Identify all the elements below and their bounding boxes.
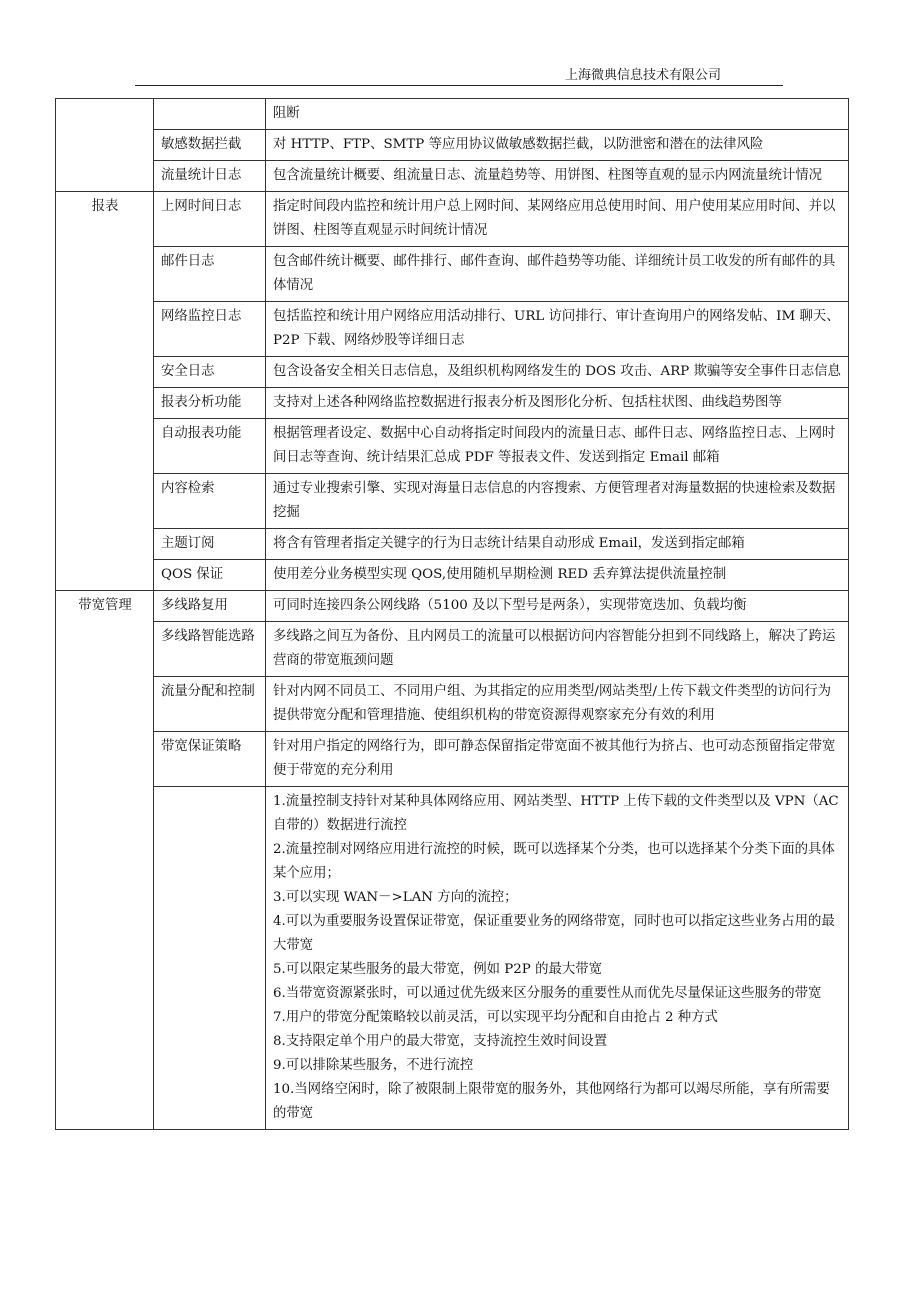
description-cell: 包含邮件统计概要、邮件排行、邮件查询、邮件趋势等功能、详细统计员工收发的所有邮件的具体情况 <box>266 247 849 302</box>
table-row <box>56 130 849 161</box>
list-item: 4.可以为重要服务设置保证带宽，保证重要业务的网络带宽，同时也可以指定这些业务占用的最大带宽 <box>273 914 835 953</box>
feature-cell: 报表分析功能 <box>154 388 266 419</box>
description-cell: 指定时间段内监控和统计用户总上网时间、某网络应用总使用时间、用户使用某应用时间、并以饼图、柱图等直观显示时间统计情况 <box>266 192 849 247</box>
header-rule <box>135 85 783 86</box>
description-cell: 对 HTTP、FTP、SMTP 等应用协议做敏感数据拦截，以防泄密和潜在的法律风险 <box>266 130 849 161</box>
list-item: 5.可以限定某些服务的最大带宽，例如 P2P 的最大带宽 <box>273 962 603 977</box>
bandwidth-list-cell <box>266 787 849 1130</box>
table-row <box>56 677 849 732</box>
description-cell: 支持对上述各种网络监控数据进行报表分析及图形化分析、包括柱状图、曲线趋势图等 <box>266 388 849 419</box>
category-cell-empty <box>56 99 154 192</box>
description-cell: 包含设备安全相关日志信息，及组织机构网络发生的 DOS 攻击、ARP 欺骗等安全事件日志信息 <box>266 357 849 388</box>
description-cell: 根据管理者设定、数据中心自动将指定时间段内的流量日志、邮件日志、网络监控日志、上网时间日志等查询、统计结果汇总成 PDF 等报表文件、发送到指定 Email 邮箱 <box>266 419 849 474</box>
table-row <box>56 388 849 419</box>
description-cell: 通过专业搜索引擎、实现对海量日志信息的内容搜索、方便管理者对海量数据的快速检索及数据挖掘 <box>266 474 849 529</box>
description-cell: 包含流量统计概要、组流量日志、流量趋势等、用饼图、柱图等直观的显示内网流量统计情况 <box>266 161 849 192</box>
table-row <box>56 161 849 192</box>
category-cell-report: 报表 <box>56 192 154 591</box>
table-row <box>56 787 849 1130</box>
description-cell: 针对用户指定的网络行为，即可静态保留指定带宽面不被其他行为挤占、也可动态预留指定带宽便于带宽的充分利用 <box>266 732 849 787</box>
page-header-company: 上海微典信息技术有限公司 <box>565 68 722 83</box>
description-cell: 可同时连接四条公网线路（5100 及以下型号是两条），实现带宽迭加、负载均衡 <box>266 591 849 622</box>
description-cell: 针对内网不同员工、不同用户组、为其指定的应用类型/网站类型/上传下载文件类型的访问行为提供带宽分配和管理措施、使组织机构的带宽资源得观察家充分有效的利用 <box>266 677 849 732</box>
table-row <box>56 622 849 677</box>
feature-cell: 上网时间日志 <box>154 192 266 247</box>
feature-cell: 自动报表功能 <box>154 419 266 474</box>
feature-cell: 带宽保证策略 <box>154 732 266 787</box>
description-cell: 阻断 <box>266 99 849 130</box>
feature-cell: QOS 保证 <box>154 560 266 591</box>
feature-cell: 流量统计日志 <box>154 161 266 192</box>
table-row <box>56 192 849 247</box>
table-row <box>56 419 849 474</box>
description-cell: 多线路之间互为备份、且内网员工的流量可以根据访问内容智能分担到不同线路上，解决了跨运营商的带宽瓶颈问题 <box>266 622 849 677</box>
list-item: 9.可以排除某些服务，不进行流控 <box>273 1058 474 1073</box>
category-cell-bandwidth: 带宽管理 <box>56 591 154 1130</box>
feature-cell-empty <box>154 787 266 1130</box>
description-cell: 将含有管理者指定关键字的行为日志统计结果自动形成 Email，发送到指定邮箱 <box>266 529 849 560</box>
list-item: 2.流量控制对网络应用进行流控的时候，既可以选择某个分类，也可以选择某个分类下面的具体某个应用； <box>273 842 835 881</box>
list-item: 3.可以实现 WAN－>LAN 方向的流控； <box>273 890 518 905</box>
table-row <box>56 357 849 388</box>
description-cell: 包括监控和统计用户网络应用活动排行、URL 访问排行、审计查询用户的网络发帖、IM 聊天、P2P 下载、网络炒股等详细日志 <box>266 302 849 357</box>
table-row <box>56 99 849 130</box>
table-row <box>56 732 849 787</box>
feature-cell: 主题订阅 <box>154 529 266 560</box>
feature-table <box>55 98 849 1130</box>
table-row <box>56 529 849 560</box>
feature-cell: 多线路智能选路 <box>154 622 266 677</box>
feature-cell: 网络监控日志 <box>154 302 266 357</box>
table-row <box>56 560 849 591</box>
feature-cell: 多线路复用 <box>154 591 266 622</box>
feature-cell <box>154 99 266 130</box>
list-item: 8.支持限定单个用户的最大带宽，支持流控生效时间设置 <box>273 1034 608 1049</box>
feature-cell: 邮件日志 <box>154 247 266 302</box>
list-item: 7.用户的带宽分配策略较以前灵活，可以实现平均分配和自由抢占 2 种方式 <box>273 1010 718 1025</box>
feature-cell: 流量分配和控制 <box>154 677 266 732</box>
description-cell: 使用差分业务模型实现 QOS,使用随机早期检测 RED 丢弃算法提供流量控制 <box>266 560 849 591</box>
feature-cell: 敏感数据拦截 <box>154 130 266 161</box>
list-item: 6.当带宽资源紧张时，可以通过优先级来区分服务的重要性从而优先尽量保证这些服务的带宽 <box>273 986 822 1001</box>
feature-cell: 安全日志 <box>154 357 266 388</box>
table-row <box>56 247 849 302</box>
feature-cell: 内容检索 <box>154 474 266 529</box>
list-item: 1.流量控制支持针对某种具体网络应用、网站类型、HTTP 上传下载的文件类型以及 VPN（AC 自带的）数据进行流控 <box>273 794 839 833</box>
table-row <box>56 474 849 529</box>
table-row <box>56 591 849 622</box>
table-row <box>56 302 849 357</box>
list-item: 10.当网络空闲时，除了被限制上限带宽的服务外，其他网络行为都可以竭尽所能，享有所需要的带宽 <box>273 1082 830 1121</box>
